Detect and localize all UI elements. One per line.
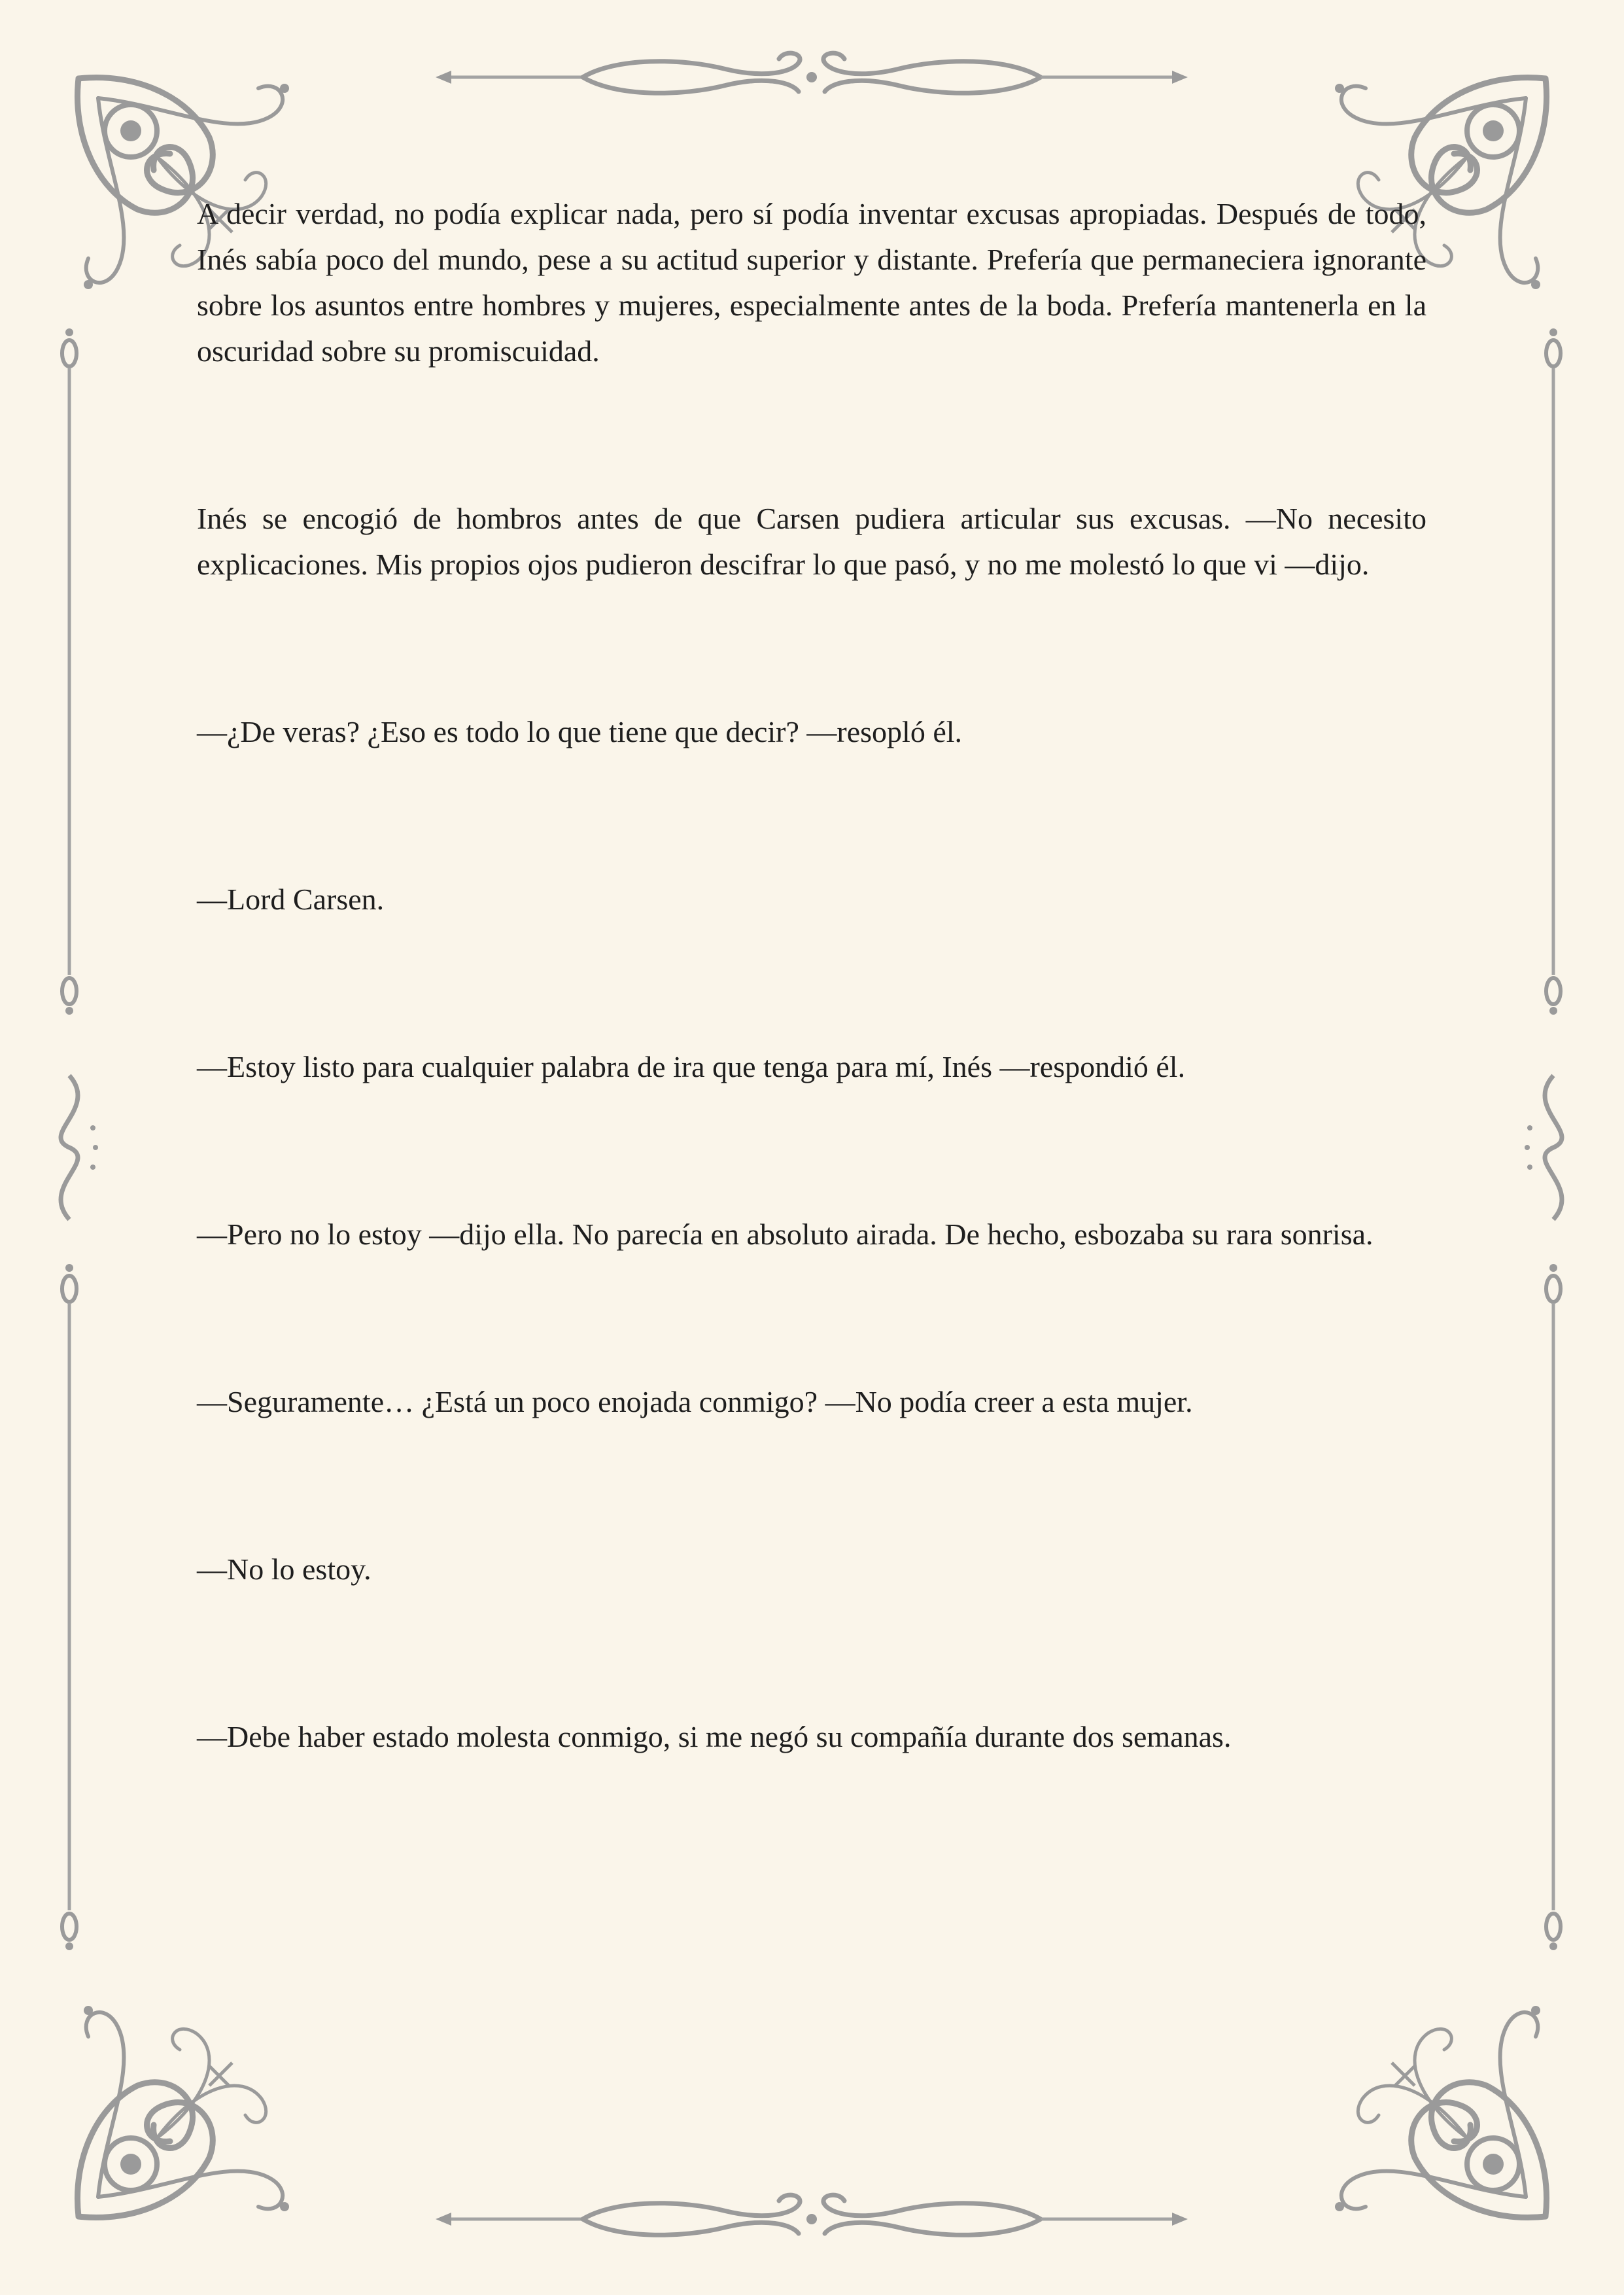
paragraph: —Estoy listo para cualquier palabra de ira que tenga para mí, Inés —respondió él. [197, 1050, 1186, 1083]
paragraph: —Pero no lo estoy —dijo ella. No parecía en absoluto airada. De hecho, esbozaba su rara sonrisa. [197, 1218, 1373, 1251]
paragraph: —Debe haber estado molesta conmigo, si me negó su compañía durante dos semanas. [197, 1720, 1232, 1753]
paragraph: —No lo estoy. [197, 1552, 371, 1586]
story-text [197, 191, 1426, 1760]
paragraph: —Lord Carsen. [197, 883, 385, 916]
paragraph: —Seguramente… ¿Está un poco enojada conmigo? —No podía creer a esta mujer. [197, 1385, 1193, 1418]
paragraph: —¿De veras? ¿Eso es todo lo que tiene que decir? —resopló él. [197, 715, 963, 748]
paragraph: Inés se encogió de hombros antes de que Carsen pudiera articular sus excusas. —No necesito explicaciones. Mis propios ojos pudieron descifrar lo que pasó, y no me molestó lo que vi —dijo. [197, 502, 1426, 581]
paragraph: A decir verdad, no podía explicar nada, pero sí podía inventar excusas apropiadas. Después de todo, Inés sabía poco del mundo, pese a su actitud superior y distante. Prefería que permaneciera ignorante sobre los asuntos entre hombres y mujeres, especialmente antes de la boda. Prefería mantenerla en la oscuridad sobre su promiscuidad. [197, 197, 1426, 368]
